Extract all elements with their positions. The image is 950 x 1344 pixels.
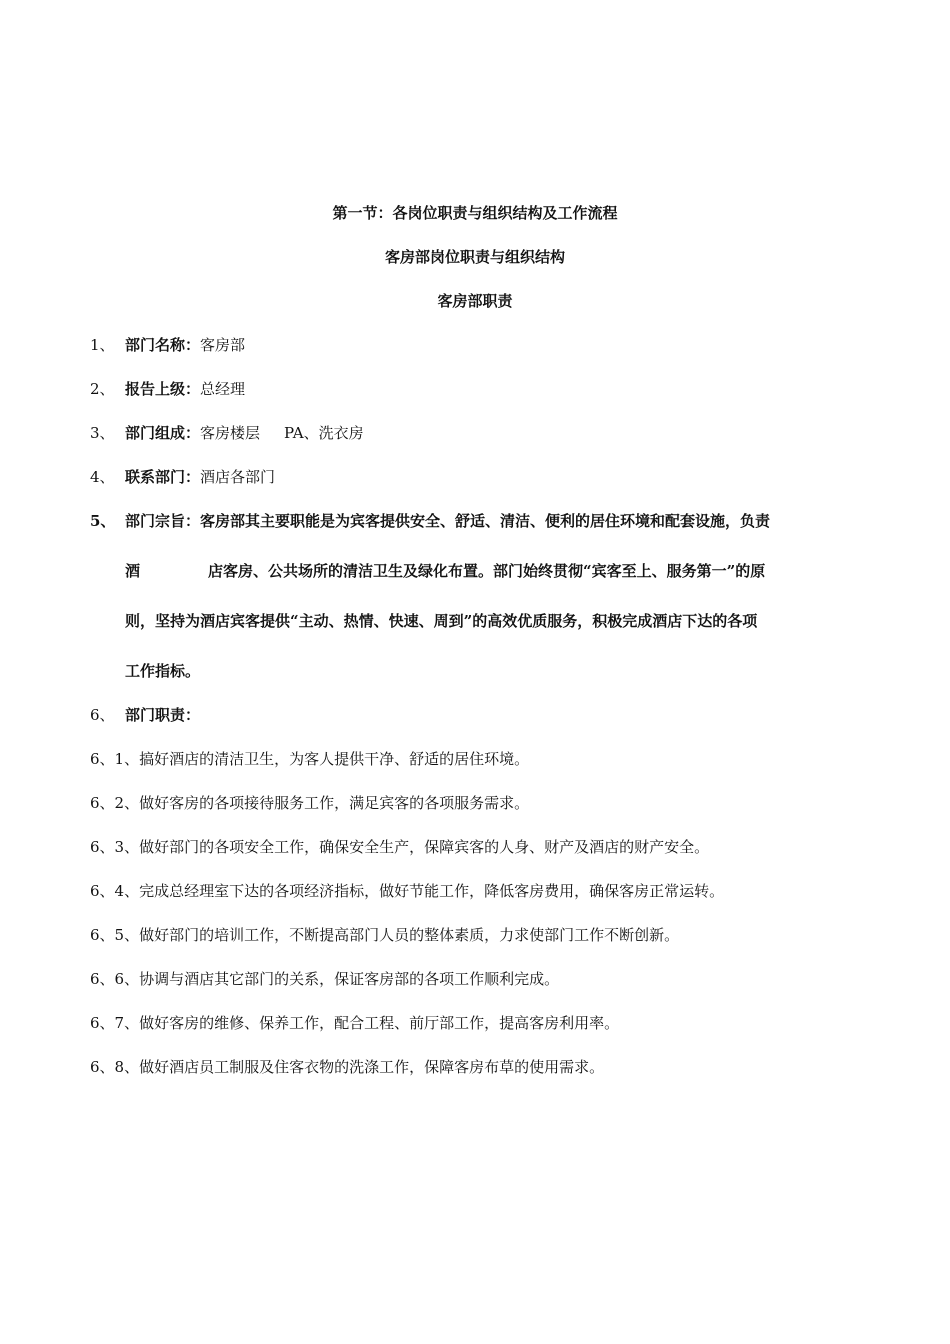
purpose-line-4: 工作指标。 xyxy=(125,662,201,680)
duty-item xyxy=(90,881,724,901)
duty-text: 做好客房的各项接待服务工作，满足宾客的各项服务需求。 xyxy=(139,794,530,812)
purpose-text-2a: 酒 xyxy=(125,562,141,580)
item-number: 1、 xyxy=(90,336,115,354)
duty-number: 6、7、 xyxy=(90,1014,140,1032)
duty-text: 做好酒店员工制服及住客衣物的洗涤工作，保障客房布草的使用需求。 xyxy=(139,1058,605,1076)
item-value: 客房部 xyxy=(200,336,246,354)
duty-item xyxy=(90,749,529,769)
duty-text: 完成总经理室下达的各项经济指标，做好节能工作，降低客房费用，确保客房正常运转。 xyxy=(139,882,725,900)
duty-item xyxy=(90,1057,604,1077)
item-report-to xyxy=(90,379,245,399)
item-label: 报告上级： xyxy=(125,380,201,398)
item-number: 5、 xyxy=(90,512,116,530)
item-number: 4、 xyxy=(90,468,115,486)
duty-item xyxy=(90,793,529,813)
duty-text: 协调与酒店其它部门的关系，保证客房部的各项工作顺利完成。 xyxy=(139,970,560,988)
item-label: 联系部门： xyxy=(125,468,201,486)
purpose-line-1 xyxy=(90,511,770,531)
item-value-a: 客房楼层 xyxy=(200,424,261,442)
duty-number: 6、6、 xyxy=(90,970,140,988)
duty-number: 6、5、 xyxy=(90,926,140,944)
section-title: 第一节：各岗位职责与组织结构及工作流程 xyxy=(332,204,618,222)
duties-label: 部门职责： xyxy=(125,706,201,724)
duty-number: 6、3、 xyxy=(90,838,140,856)
subsection-title: 客房部岗位职责与组织结构 xyxy=(384,248,565,266)
duty-number: 6、4、 xyxy=(90,882,140,900)
item-composition xyxy=(90,423,364,443)
item-label: 部门组成： xyxy=(125,424,201,442)
item-value-b: PA、洗衣房 xyxy=(284,424,364,442)
duty-text: 做好部门的培训工作，不断提高部门人员的整体素质，力求使部门工作不断创新。 xyxy=(139,926,680,944)
duty-number: 6、1、 xyxy=(90,750,140,768)
purpose-text-1: 部门宗旨：客房部其主要职能是为宾客提供安全、舒适、清洁、便利的居住环境和配套设施，负责 xyxy=(125,512,771,530)
duties-heading xyxy=(90,705,200,725)
duty-text: 搞好酒店的清洁卫生，为客人提供干净、舒适的居住环境。 xyxy=(139,750,530,768)
item-number: 2、 xyxy=(90,380,115,398)
purpose-line-2 xyxy=(125,561,765,581)
duty-number: 6、8、 xyxy=(90,1058,140,1076)
item-value: 总经理 xyxy=(200,380,246,398)
duty-item xyxy=(90,837,709,857)
item-number: 6、 xyxy=(90,706,115,724)
purpose-text-2b: 店客房、公共场所的清洁卫生及绿化布置。部门始终贯彻“宾客至上、服务第一”的原 xyxy=(208,562,766,580)
duty-item xyxy=(90,925,679,945)
duty-text: 做好客房的维修、保养工作，配合工程、前厅部工作，提高客房利用率。 xyxy=(139,1014,620,1032)
duty-item xyxy=(90,1013,619,1033)
duty-text: 做好部门的各项安全工作，确保安全生产，保障宾客的人身、财产及酒店的财产安全。 xyxy=(139,838,710,856)
duty-number: 6、2、 xyxy=(90,794,140,812)
duty-item xyxy=(90,969,559,989)
item-number: 3、 xyxy=(90,424,115,442)
item-label: 部门名称： xyxy=(125,336,201,354)
department-title: 客房部职责 xyxy=(437,292,513,310)
purpose-line-3: 则，坚持为酒店宾客提供“主动、热情、快速、周到”的高效优质服务，积极完成酒店下达的各项 xyxy=(125,612,758,630)
item-related-departments xyxy=(90,467,275,487)
item-department-name xyxy=(90,335,245,355)
item-value: 酒店各部门 xyxy=(200,468,276,486)
